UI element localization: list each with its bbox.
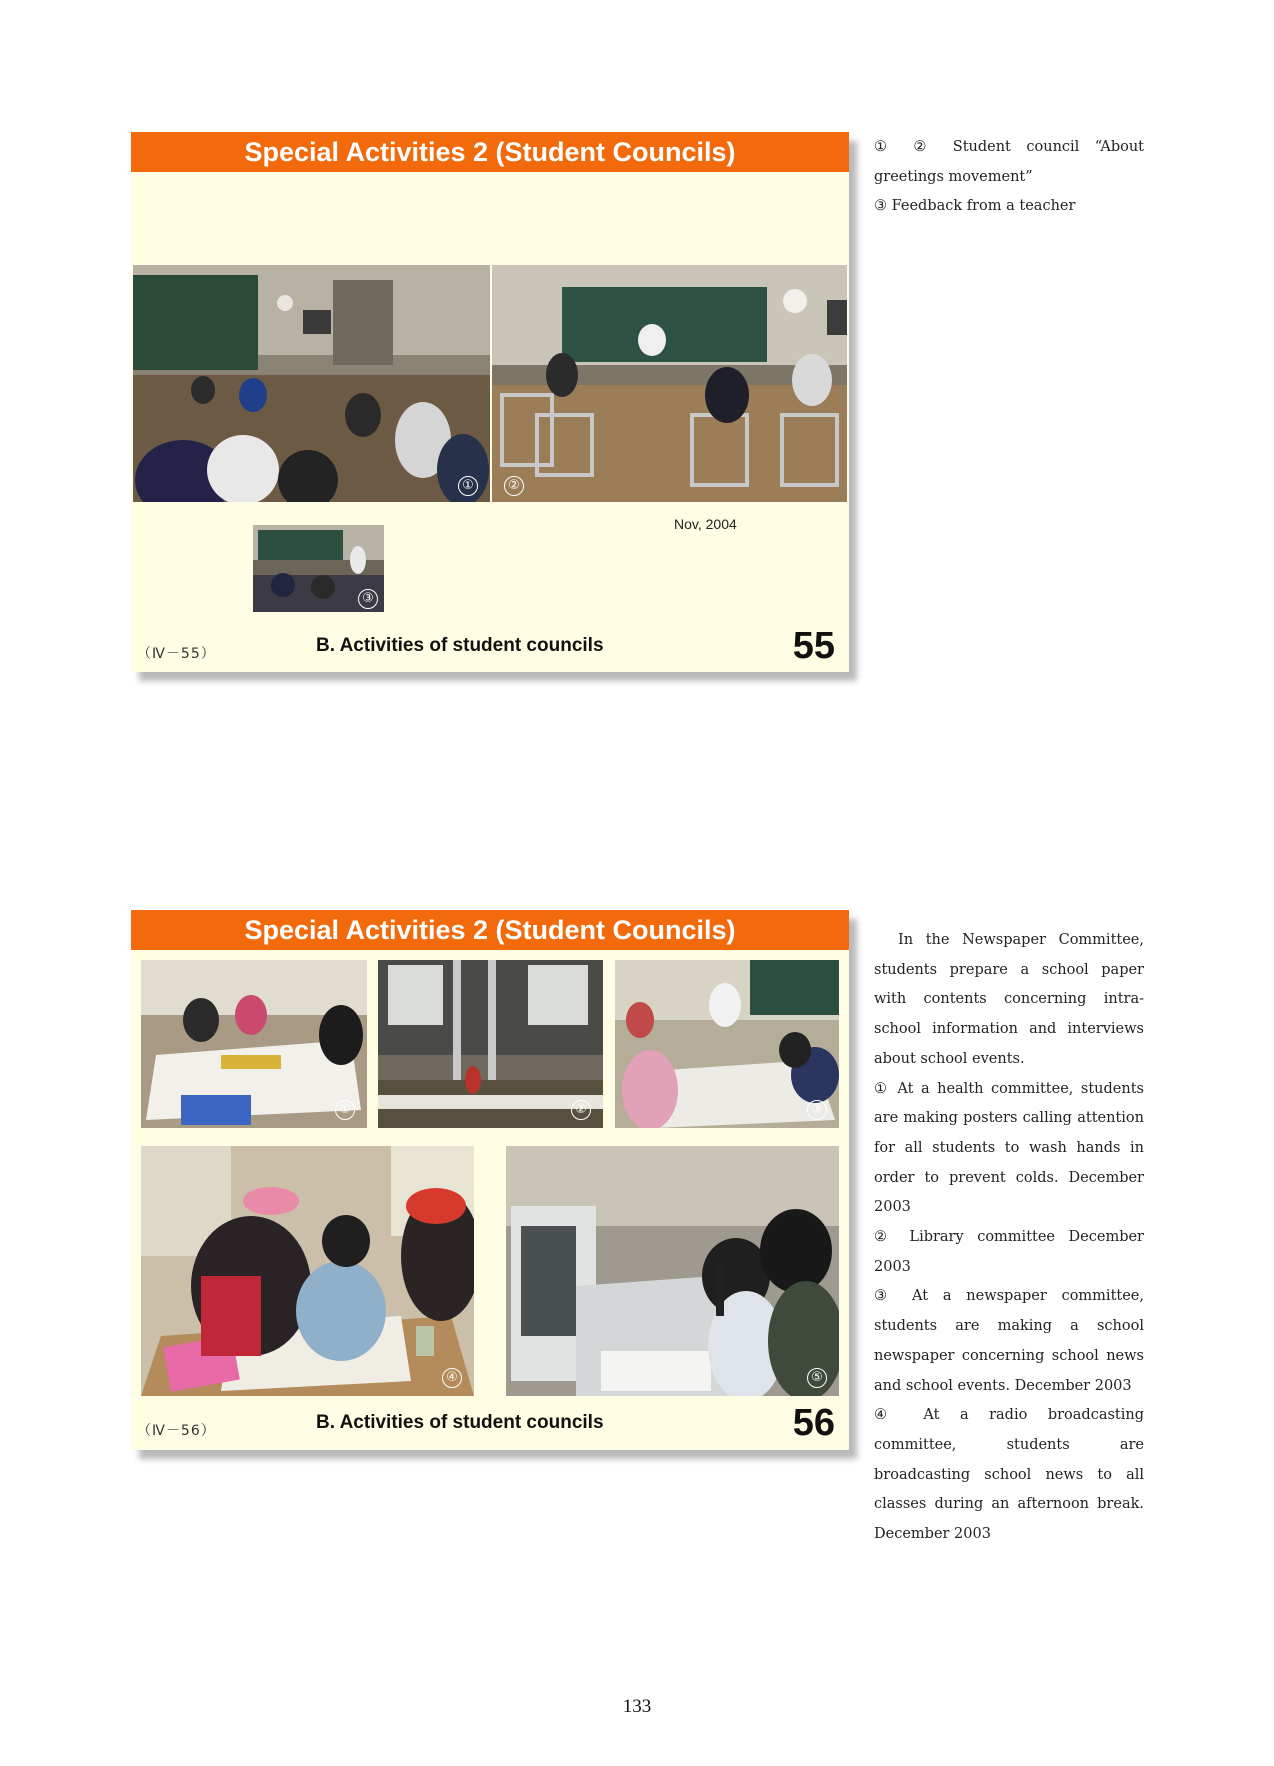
photo-classroom-1 [133,265,490,502]
photo-health-committee [141,960,367,1128]
photo-number-4: ④ [442,1368,462,1388]
slide-footer: B. Activities of student councils [316,635,604,656]
slide-title: Special Activities 2 (Student Councils) [131,910,849,950]
note-item: ② Library committee December 2003 [874,1229,1144,1275]
page-number: 133 [622,1696,652,1717]
photo-feedback-teacher [253,525,384,612]
photo-radio-broadcasting [506,1146,839,1396]
photo-classroom-2 [492,265,847,502]
slide-code: （Ⅳ－55） [137,646,216,662]
notes-slide-56 [874,926,1144,1550]
note-item: ③ At a newspaper committee, students are making a school newspaper concerning school news and school events. December 2003 [874,1288,1144,1394]
photo-number-3: ③ [358,589,378,609]
photo-number-1: ① [458,476,478,496]
photo-number-3: ③ [807,1100,827,1120]
note-item: ③ Feedback from a teacher [874,198,1076,215]
photo-date: Nov, 2004 [674,516,737,532]
slide-number: 56 [792,1402,835,1444]
photo-number-2: ② [504,476,524,496]
note-item: ① At a health committee, students are making posters calling attention for all students to wash hands in order to prevent colds. December 2003 [874,1080,1144,1216]
notes-slide-55 [874,133,1144,222]
photo-number-5: ⑤ [807,1368,827,1388]
note-item: ④ At a radio broadcasting committee, students are broadcasting school news to all classes during an afternoon break. December 2003 [874,1407,1144,1543]
slide-title: Special Activities 2 (Student Councils) [131,132,849,172]
photo-library-committee [378,960,603,1128]
slide-56 [131,910,849,1450]
photo-number-1: ① [335,1100,355,1120]
photo-number-2: ② [571,1100,591,1120]
note-item: ① ② Student council “About greetings movement” [874,139,1144,185]
slide-code: （Ⅳ－56） [137,1423,216,1439]
note-intro: In the Newspaper Committee, students prepare a school paper with contents concerning intra-school information and interviews about school events. [874,932,1144,1067]
photo-poster-making [141,1146,474,1396]
photo-newspaper-committee [615,960,839,1128]
slide-55 [131,132,849,672]
slide-number: 55 [792,625,835,667]
slide-footer: B. Activities of student councils [316,1412,604,1433]
